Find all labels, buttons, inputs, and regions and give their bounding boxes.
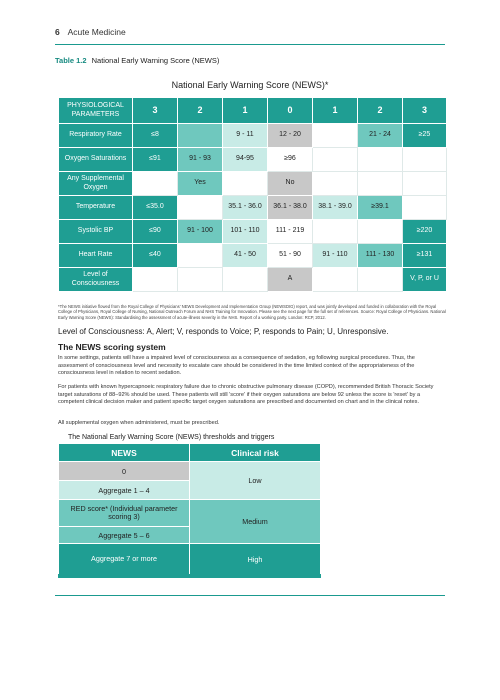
score-header: 3 bbox=[403, 98, 447, 124]
table-cell bbox=[178, 196, 223, 220]
risk-cell: Low bbox=[190, 462, 321, 500]
table-cell: 94-95 bbox=[223, 148, 268, 172]
score-header: 2 bbox=[358, 98, 403, 124]
table-cell: 38.1 - 39.0 bbox=[313, 196, 358, 220]
running-header bbox=[55, 27, 126, 37]
table-row bbox=[59, 244, 447, 268]
score-header: 3 bbox=[133, 98, 178, 124]
table-caption-text: National Early Warning Score (NEWS) bbox=[91, 56, 220, 65]
consciousness-key: Level of Consciousness: A, Alert; V, responds to Voice; P, responds to Pain; U, Unresponsive. bbox=[58, 327, 389, 336]
table-cell: ≤90 bbox=[133, 220, 178, 244]
table-cell: ≥96 bbox=[268, 148, 313, 172]
table-cell: Yes bbox=[178, 172, 223, 196]
table-cell bbox=[133, 268, 178, 292]
risk-cell: Medium bbox=[190, 500, 321, 544]
table-cell: ≤35.0 bbox=[133, 196, 178, 220]
body-paragraph: In some settings, patients will have a impaired level of consciousness as a consequence of sedation, eg following surgical procedures. Thus, the assessment of consciousness level and necessity to escalate care should be considered in the time limited context of the appropriateness of the consciousness level in relation to recent sedation. bbox=[58, 355, 415, 377]
table-cell: 111 - 219 bbox=[268, 220, 313, 244]
news-chart-title: National Early Warning Score (NEWS)* bbox=[171, 80, 329, 90]
table-cell: 91 - 93 bbox=[178, 148, 223, 172]
param-name: Heart Rate bbox=[59, 244, 133, 268]
table-cell: ≥25 bbox=[403, 124, 447, 148]
table-cell: ≤91 bbox=[133, 148, 178, 172]
table-cell: ≥220 bbox=[403, 220, 447, 244]
table-cell: 35.1 - 36.0 bbox=[223, 196, 268, 220]
table-row bbox=[59, 172, 447, 196]
table-cell bbox=[133, 172, 178, 196]
table-row bbox=[59, 544, 321, 577]
news-header-row bbox=[59, 98, 447, 124]
param-name: Oxygen Saturations bbox=[59, 148, 133, 172]
table-cell bbox=[358, 220, 403, 244]
table-cell bbox=[313, 172, 358, 196]
news-cell: Aggregate 5 – 6 bbox=[59, 527, 190, 544]
param-name: Temperature bbox=[59, 196, 133, 220]
table-cell bbox=[313, 268, 358, 292]
top-rule bbox=[55, 44, 445, 45]
table-row bbox=[59, 500, 321, 527]
section-title: The NEWS scoring system bbox=[58, 342, 166, 352]
table-row bbox=[59, 220, 447, 244]
body-paragraph: For patients with known hypercapnoeic respiratory failure due to chronic obstructive pulmonary disease (COPD), recommended British Thoracic Society target saturations of 88–92% should be used. These patients will still 'score' if their oxygen saturations are below 92 unless the score is 'reset' by a competent clinical decision maker and patient specific target oxygen saturations are prescribed and documented on chart and in the clinical notes. bbox=[58, 384, 434, 406]
table-row bbox=[59, 462, 321, 481]
news-cell: 0 bbox=[59, 462, 190, 481]
param-name: Respiratory Rate bbox=[59, 124, 133, 148]
table-cell bbox=[403, 172, 447, 196]
table-cell: 9 - 11 bbox=[223, 124, 268, 148]
table-cell bbox=[313, 220, 358, 244]
thresholds-table bbox=[58, 443, 321, 578]
param-name: Any Supplemental Oxygen bbox=[59, 172, 133, 196]
table-cell: 21 - 24 bbox=[358, 124, 403, 148]
score-header: 0 bbox=[268, 98, 313, 124]
table-row bbox=[59, 124, 447, 148]
table-cell: ≤8 bbox=[133, 124, 178, 148]
table-cell bbox=[358, 172, 403, 196]
table-cell bbox=[178, 244, 223, 268]
table-cell: V, P, or U bbox=[403, 268, 447, 292]
table-row bbox=[59, 268, 447, 292]
score-header: 2 bbox=[178, 98, 223, 124]
table-cell: 101 - 110 bbox=[223, 220, 268, 244]
news-cell: Aggregate 1 – 4 bbox=[59, 481, 190, 500]
table-cell bbox=[178, 124, 223, 148]
table-cell bbox=[178, 268, 223, 292]
table-cell bbox=[358, 268, 403, 292]
table-cell: A bbox=[268, 268, 313, 292]
table-cell: 41 - 50 bbox=[223, 244, 268, 268]
param-name: Systolic BP bbox=[59, 220, 133, 244]
score-header: 1 bbox=[223, 98, 268, 124]
table-cell: 91 - 110 bbox=[313, 244, 358, 268]
bottom-rule bbox=[55, 595, 445, 596]
table-cell bbox=[403, 148, 447, 172]
news-score-table bbox=[58, 97, 447, 292]
table-cell: No bbox=[268, 172, 313, 196]
table-cell bbox=[313, 124, 358, 148]
news-cell: RED score* (Individual parameter scoring 3) bbox=[59, 500, 190, 527]
table-cell bbox=[223, 268, 268, 292]
table-cell: ≥131 bbox=[403, 244, 447, 268]
score-header: 1 bbox=[313, 98, 358, 124]
table-cell: 51 - 90 bbox=[268, 244, 313, 268]
risk-cell: High bbox=[190, 544, 321, 577]
running-title: Acute Medicine bbox=[67, 27, 126, 37]
table-cell: 111 - 130 bbox=[358, 244, 403, 268]
table-cell: 36.1 - 38.0 bbox=[268, 196, 313, 220]
news-cell: Aggregate 7 or more bbox=[59, 544, 190, 577]
table-caption bbox=[55, 56, 219, 65]
page-number: 6 bbox=[55, 27, 60, 37]
table-cell bbox=[403, 196, 447, 220]
table-cell: 91 - 100 bbox=[178, 220, 223, 244]
table-cell bbox=[223, 172, 268, 196]
table-row bbox=[59, 196, 447, 220]
thresholds-title: The National Early Warning Score (NEWS) thresholds and triggers bbox=[68, 434, 275, 441]
body-paragraph: All supplemental oxygen when administered, must be prescribed. bbox=[58, 420, 220, 426]
table-label: Table 1.2 bbox=[55, 56, 87, 65]
table-cell bbox=[313, 148, 358, 172]
table-row bbox=[59, 148, 447, 172]
param-header: PHYSIOLOGICAL PARAMETERS bbox=[59, 98, 133, 124]
param-name: Level of Consciousness bbox=[59, 268, 133, 292]
table-cell: ≤40 bbox=[133, 244, 178, 268]
risk-column-header: Clinical risk bbox=[190, 444, 321, 462]
table-cell: ≥39.1 bbox=[358, 196, 403, 220]
table-cell: 12 - 20 bbox=[268, 124, 313, 148]
table-footnote: *The NEWS initiative flowed from the Royal College of Physicians' NEWS Development and Implementation Group (NEWSDIG) report, and was jointly developed and funded in collaboration with the Royal College of Physicians, Royal College of Nursing, National Outreach Forum and NHS Training for Innovation. Please see the next page for the full set of references. Source: Royal College of Physicians. National Early Warning Score (NEWS): Standardising the assessment of acute-illness severity in the NHS. Report of a working party. London: RCP, 2012. bbox=[58, 304, 446, 320]
news-column-header: NEWS bbox=[59, 444, 190, 462]
thresholds-header-row bbox=[59, 444, 321, 462]
table-cell bbox=[358, 148, 403, 172]
